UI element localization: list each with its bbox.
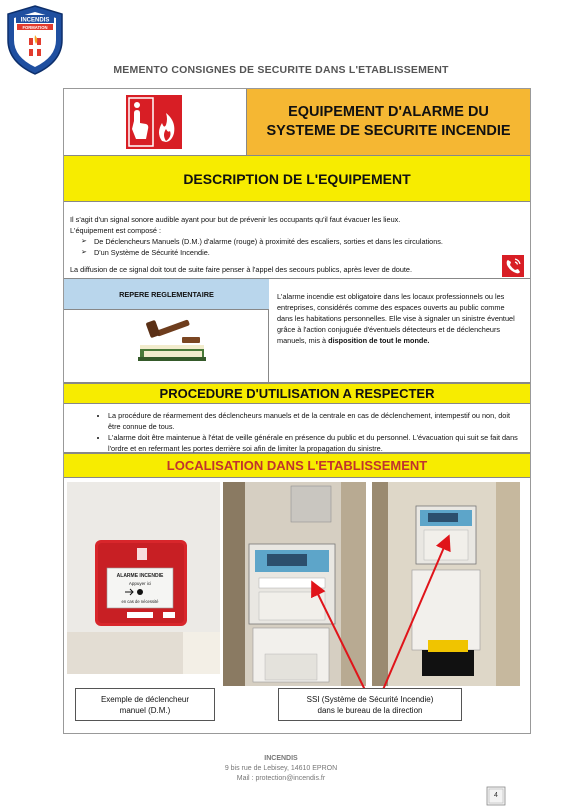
- description-composed: L'équipement est composé :: [70, 226, 162, 235]
- call-point-label-3: en cas de nécessité: [121, 599, 159, 604]
- emergency-phone-icon: [502, 255, 524, 277]
- description-body: [64, 202, 530, 279]
- reference-row: [64, 279, 530, 383]
- call-point-caption: [75, 688, 215, 721]
- procedure-item: • La procédure de réarmement des déclencheurs manuels et de la centrale en cas de déclenchement, intempestif ou non, doit être connue de tous.: [108, 410, 522, 432]
- caption-dm-line-1: Exemple de déclencheur: [100, 694, 190, 704]
- description-closing: La diffusion de ce signal doit tout de suite faire penser à l'appel des secours publics, après lever de doute.: [70, 265, 412, 274]
- reference-heading: REPERE REGLEMENTAIRE: [64, 279, 269, 310]
- header-icon-cell: [64, 89, 247, 155]
- reference-text: [269, 279, 530, 383]
- ssi-caption: [278, 688, 462, 721]
- location-photos: [64, 478, 530, 734]
- svg-text:FORMATION: FORMATION: [22, 25, 48, 30]
- header-row: [64, 89, 530, 155]
- document-title: MEMENTO CONSIGNES DE SECURITE DANS L'ETABLISSEMENT: [113, 64, 449, 76]
- reference-text-plain: L'alarme incendie est obligatoire dans les locaux professionnels ou les entreprises, considérés comme des espaces ouverts au public comme dans les habitations personnelles. Elle vise à signaler un sinistre éventuel grâce à l'action conjuguée d'éventuels détecteurs et de déclencheurs manuels, mis à: [277, 292, 515, 345]
- caption-ssi-line-1: SSI (Système de Sécurité Incendie): [306, 694, 434, 704]
- description-heading: DESCRIPTION DE L'EQUIPEMENT: [64, 155, 530, 202]
- equipment-item: ➢ D'un Système de Sécurité Incendie.: [94, 247, 524, 258]
- footer-mail: Mail : protection@incendis.fr: [236, 775, 326, 782]
- svg-text:INCENDIS: INCENDIS: [20, 17, 50, 24]
- page-number: 4: [494, 792, 498, 799]
- procedure-body: [64, 404, 530, 453]
- procedure-list: [86, 410, 522, 454]
- equipment-list: [70, 236, 524, 258]
- page-number-badge: [485, 785, 507, 807]
- call-point-label-1: ALARME INCENDIE: [116, 573, 164, 579]
- location-heading: LOCALISATION DANS L'ETABLISSEMENT: [64, 453, 530, 478]
- procedure-item: • L'alarme doit être maintenue à l'état de veille générale en présence du public et du personnel. L'évacuation qui suit se fait dans l'ordre et en refermant les portes derrière soi afin de limiter la propagation du sinistre.: [108, 432, 522, 454]
- equipment-item: ➢ De Déclencheurs Manuels (D.M.) d'alarme (rouge) à proximité des escaliers, sorties et dans les circulations.: [94, 236, 524, 247]
- caption-dm-line-2: manuel (D.M.): [119, 705, 171, 715]
- procedure-heading: PROCEDURE D'UTILISATION A RESPECTER: [64, 383, 530, 404]
- title-line-1: EQUIPEMENT D'ALARME DU: [288, 104, 489, 120]
- title-line-2: SYSTEME DE SECURITE INCENDIE: [266, 123, 511, 139]
- reference-text-bold: disposition de tout le monde.: [328, 336, 430, 345]
- call-point-label-2: Appuyer ici: [128, 581, 152, 586]
- equipment-title: [247, 89, 530, 155]
- footer-company: INCENDIS: [264, 755, 298, 762]
- safety-sheet: [63, 88, 531, 734]
- reference-left: [64, 279, 269, 383]
- fire-alarm-manual-call-point-icon: [126, 95, 182, 149]
- description-intro: Il s'agit d'un signal sonore audible ayant pour but de prévenir les occupants qu'il faut évacuer les lieux.: [70, 215, 401, 224]
- caption-ssi-line-2: dans le bureau de la direction: [317, 705, 423, 715]
- gavel-book-icon: [134, 317, 209, 365]
- footer-address: 9 bis rue de Lebisey, 14610 EPRON: [224, 765, 338, 772]
